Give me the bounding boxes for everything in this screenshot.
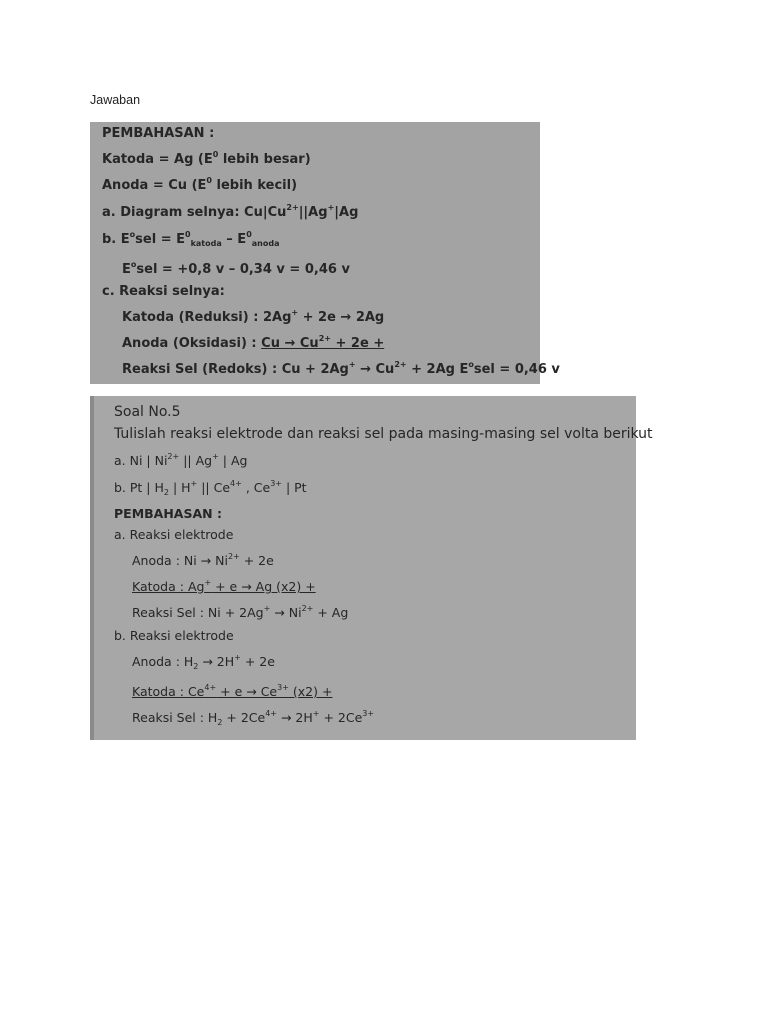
question-text: Tulislah reaksi elektrode dan reaksi sel pada masing-masing sel volta berikut <box>114 426 653 442</box>
katoda-a-line: Katoda : Ag+ + e → Ag (x2) + <box>132 578 316 594</box>
esel-value-line: $E^osel = +0,8$ v – 0,34 v = 0,46 v <box>122 260 350 277</box>
esel-formula-line: b. $E^osel = E^0_{katoda} - E^0_{anoda}$ <box>102 230 280 248</box>
cell-b-notation: b. Pt | $H_2$ | H+ || $Ce^{4+}$ , $Ce^{3+}$ | Pt <box>114 479 307 497</box>
heading: Jawaban <box>90 93 141 107</box>
reaksi-a-heading: a. Reaksi elektrode <box>114 527 234 542</box>
reaksi-b-heading: b. Reaksi elektrode <box>114 628 234 643</box>
pembahasan-title: PEMBAHASAN : <box>102 126 215 141</box>
cell-a-notation: a. Ni | $Ni^{2+}$ || Ag+ | Ag <box>114 452 248 468</box>
katoda-b-line: Katoda : $Ce^{4+} + e \to Ce^{3+}$ (x2) + <box>132 683 333 699</box>
anoda-b-line: Anoda : $H_2 \to 2H^+ + 2e$ <box>132 653 275 671</box>
reaksi-selnya-title: c. Reaksi selnya: <box>102 284 225 299</box>
panel-left-border <box>90 396 94 740</box>
anoda-line: Anoda = Cu ($E^0$ lebih kecil) <box>102 176 298 193</box>
solution-image-panel <box>90 122 560 384</box>
reaksi-sel-a-line: Reaksi Sel : $Ni + 2Ag^+ \to Ni^{2+} + Ag$ <box>132 604 349 620</box>
katoda-reduksi-line: Katoda (Reduksi) : 2Ag+ + 2e → 2Ag <box>122 308 385 325</box>
reaksi-sel-redoks-line: Reaksi Sel (Redoks) : $Cu + 2Ag^+ \to Cu^{2+} + 2Ag$ $E^osel = 0,46$ v <box>122 360 560 377</box>
soal-number: Soal No.5 <box>114 404 181 420</box>
pembahasan-heading: PEMBAHASAN : <box>114 506 222 521</box>
anoda-a-line: Anoda : $Ni \to Ni^{2+} + 2e$ <box>132 552 274 568</box>
anoda-oksidasi-line: Anoda (Oksidasi) : $Cu \to Cu^{2+} + 2e$ + <box>122 334 385 351</box>
soal-5-image-panel <box>90 396 653 740</box>
katoda-line: Katoda = Ag ($E^0$ lebih besar) <box>102 150 311 167</box>
diagram-sel-line: a. Diagram selnya: $Cu|Cu^{2+}||Ag^+|Ag$ <box>102 203 359 220</box>
reaksi-sel-b-line: Reaksi Sel : $H_2 + 2Ce^{4+} \to 2H^+ + 2Ce^{3+}$ <box>132 709 375 727</box>
